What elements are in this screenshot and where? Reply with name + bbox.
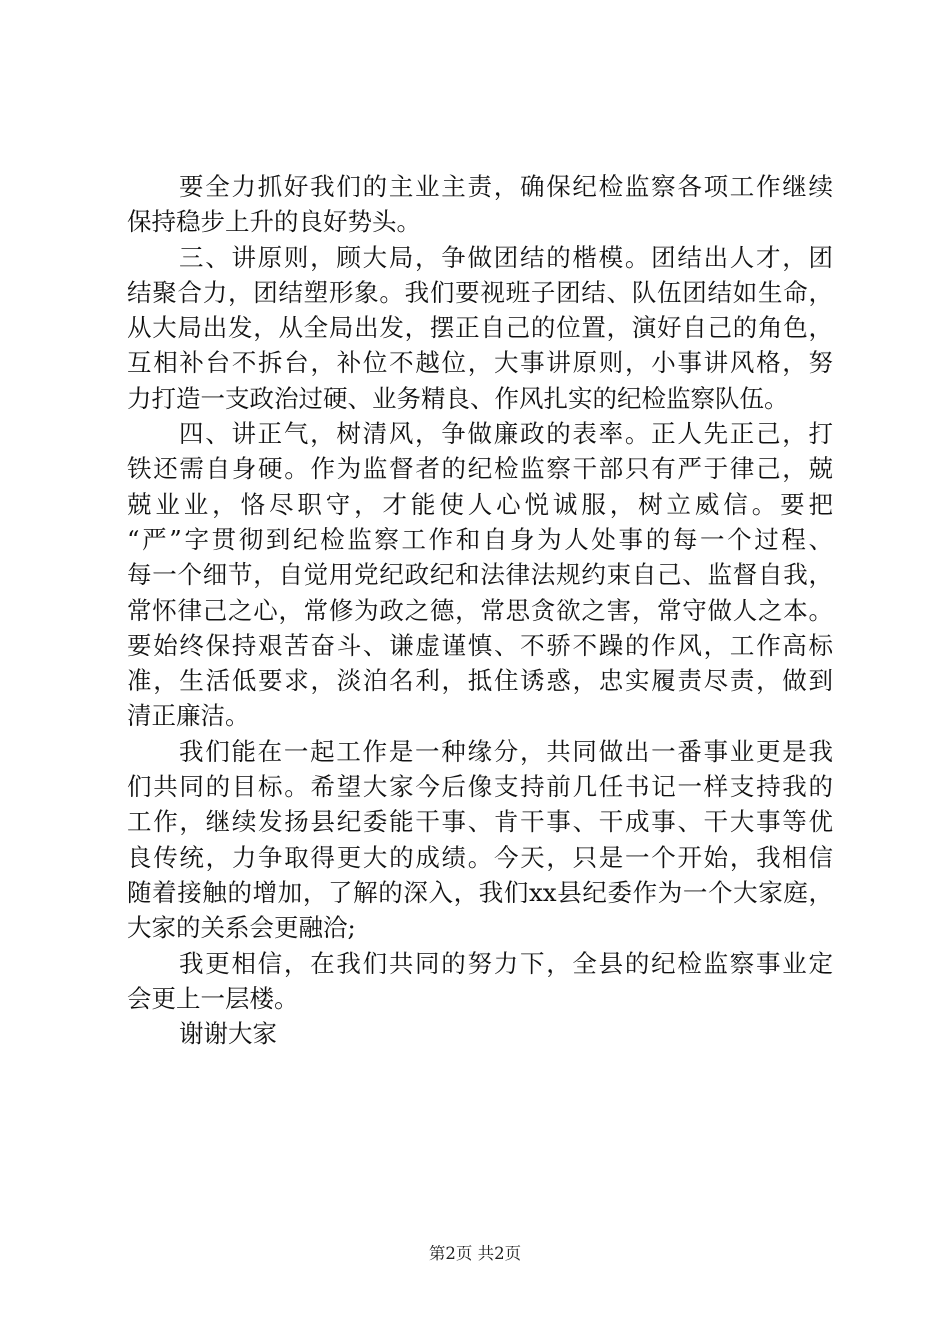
text-line: 从大局出发，从全局出发，摆正自己的位置，演好自己的角色， [127,313,833,343]
text-line: “严”字贯彻到纪检监察工作和自身为人处事的每一个过程、 [127,524,833,554]
text-line: 每一个细节，自觉用党纪政纪和法律法规约束自己、监督自我， [127,560,833,590]
text-line: 力打造一支政治过硬、业务精良、作风扎实的纪检监察队伍。 [127,383,789,413]
text-line: 工作，继续发扬县纪委能干事、肯干事、干成事、干大事等优 [127,807,833,837]
text-line: 良传统，力争取得更大的成绩。今天，只是一个开始，我相信 [127,842,833,872]
text-line: 清正廉洁。 [127,701,250,731]
text-line: 会更上一层楼。 [127,983,299,1013]
text-line: 随着接触的增加，了解的深入，我们xx县纪委作为一个大家庭， [127,877,833,907]
text-line: 要全力抓好我们的主业主责，确保纪检监察各项工作继续 [179,172,833,201]
text-line: 保持稳步上升的良好势头。 [127,207,421,237]
speech-body-text [127,169,833,1051]
text-line: 常怀律己之心，常修为政之德，常思贪欲之害，常守做人之本。 [127,595,833,625]
text-line: 我们能在一起工作是一种缘分，共同做出一番事业更是我 [179,736,833,766]
text-line: 谢谢大家 [179,1019,277,1049]
text-line: 们共同的目标。希望大家今后像支持前几任书记一样支持我的 [127,772,833,802]
text-line: 四、讲正气，树清风，争做廉政的表率。正人先正己，打 [179,419,833,449]
text-line: 大家的关系会更融洽; [127,913,356,943]
text-line: 互相补台不拆台，补位不越位，大事讲原则，小事讲风格，努 [127,348,833,378]
text-line: 结聚合力，团结塑形象。我们要视班子团结、队伍团结如生命， [127,277,833,307]
text-line: 铁还需自身硬。作为监督者的纪检监察干部只有严于律己，兢 [127,454,833,484]
page-number-footer: 第2页 共2页 [428,1244,522,1263]
text-line: 要始终保持艰苦奋斗、谦虚谨慎、不骄不躁的作风，工作高标 [127,630,833,660]
text-line: 准，生活低要求，淡泊名利，抵住诱惑，忠实履责尽责，做到 [127,666,833,696]
text-line: 我更相信，在我们共同的努力下，全县的纪检监察事业定 [179,948,833,978]
text-line: 兢业业，恪尽职守，才能使人心悦诚服，树立威信。要把 [127,489,833,519]
text-line: 三、讲原则，顾大局，争做团结的楷模。团结出人才，团 [179,242,833,272]
